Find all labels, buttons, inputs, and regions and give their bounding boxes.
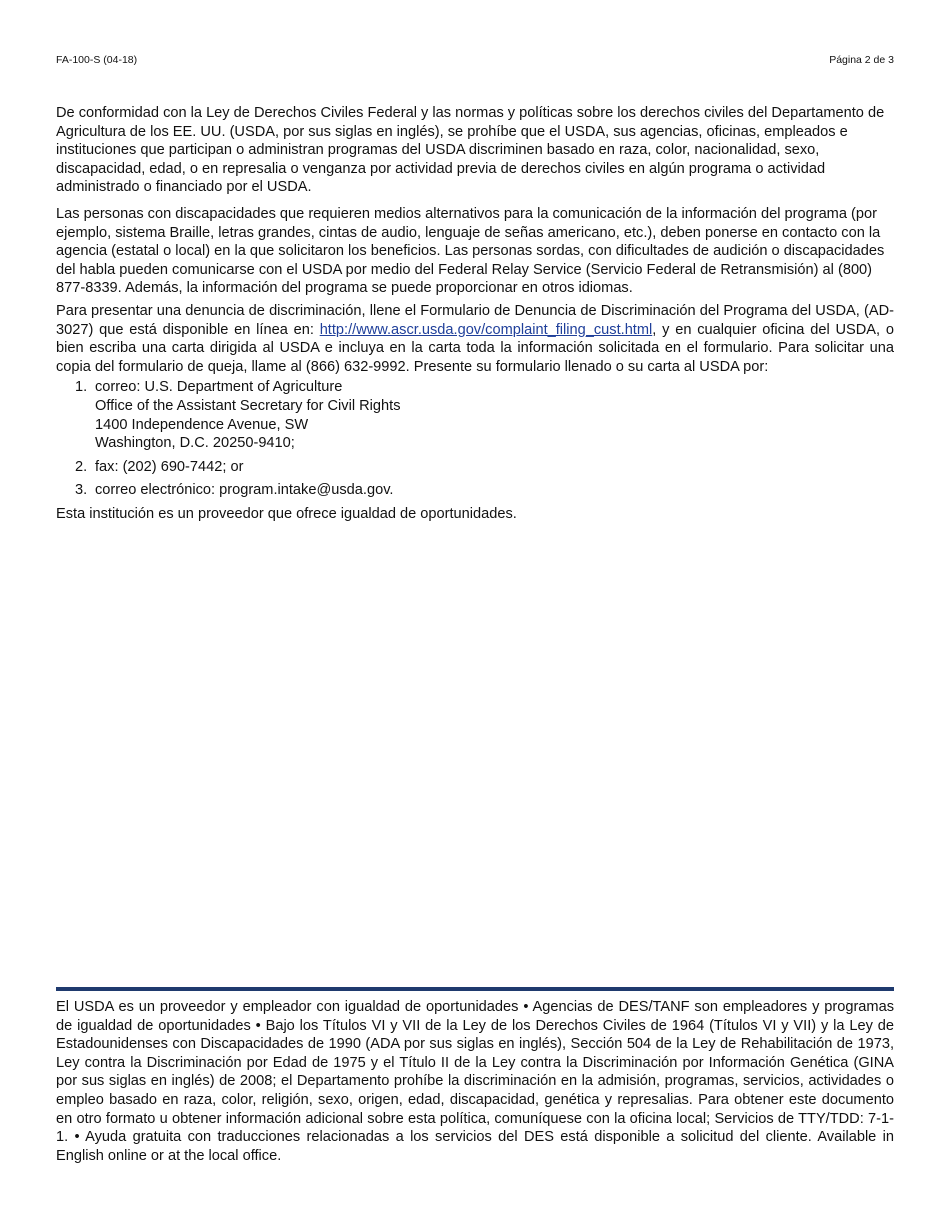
complaint-text-after: , y en cualquier oficina del USDA, o bien escriba una carta dirigida al USDA e incluya en la carta toda la información solicitada en el formulario. Para solicitar una copia del formulario de queja, llame al (866) 632-9992. Presente su formulario llenado o su carta al USDA por: bbox=[56, 321, 894, 375]
list-item-line: 1400 Independence Avenue, SW bbox=[95, 416, 309, 433]
page-number: Página 2 de 3 bbox=[829, 54, 894, 66]
civil-rights-paragraph: De conformidad con la Ley de Derechos Civiles Federal y las normas y políticas sobre los derechos civiles del Departamento de Agricultura de los EE. UU. (USDA, por sus siglas en inglés), se prohíbe que el USDA, sus agencias, oficinas, empleados e instituciones que participan o administran programas del USDA discriminen basado en raza, color, nacionalidad, sexo, discapacidad, edad, o en represalia o venganza por actividad previa de derechos civiles en algún programa o actividad administrado o financiado por el USDA. bbox=[56, 105, 885, 196]
document-body bbox=[56, 104, 894, 523]
submission-methods-list bbox=[56, 378, 894, 500]
list-item-line: correo electrónico: program.intake@usda.gov. bbox=[95, 482, 394, 499]
list-item-line: Office of the Assistant Secretary for Civil Rights bbox=[95, 397, 401, 414]
list-item-line: fax: (202) 690-7442; or bbox=[95, 458, 244, 475]
complaint-paragraph bbox=[56, 302, 894, 376]
page-header bbox=[56, 53, 894, 67]
complaint-text-before: Para presentar una denuncia de discriminación, llene el Formulario de Denuncia de Discriminación del Programa del USDA, (AD-3027) que está disponible en línea en: bbox=[56, 302, 894, 338]
list-item-line: correo: U.S. Department of Agriculture bbox=[95, 379, 343, 396]
footer-divider bbox=[56, 987, 894, 991]
footer-text: El USDA es un proveedor y empleador con igualdad de oportunidades • Agencias de DES/TANF son empleadores y programas de igualdad de oportunidades • Bajo los Títulos VI y VII de la Ley de los Derechos Civiles de 1964 (Títulos VI y VII) y la Ley de Estadounidenses con Discapacidades de 1990 (ADA por sus siglas en inglés), Sección 504 de la Ley de Rehabilitación de 1973, Ley contra la Discriminación por Edad de 1975 y el Título II de la Ley contra la Discriminación por Información Genética (GINA por sus siglas en inglés) de 2008; el Departamento prohíbe la discriminación en la admisión, programas, servicios, actividades o empleo basado en raza, color, religión, sexo, origen, edad, discapacidad, genética y represalias. Para obtener este documento en otro formato u obtener información adicional sobre esta política, comuníquese con la oficina local; Servicios de TTY/TDD: 7-1-1. • Ayuda gratuita con traducciones relacionadas a los servicios del DES está disponible a solicitud del cliente. Available in English online or at the local office. bbox=[56, 999, 894, 1164]
list-item bbox=[56, 458, 894, 477]
page-footer bbox=[56, 998, 894, 1165]
list-item-number: 2. bbox=[75, 458, 88, 475]
list-item bbox=[56, 378, 894, 452]
list-item-line: Washington, D.C. 20250-9410; bbox=[95, 435, 295, 452]
complaint-form-link[interactable]: http://www.ascr.usda.gov/complaint_filing_cust.html bbox=[319, 321, 653, 338]
list-item bbox=[56, 481, 894, 500]
form-code: FA-100-S (04-18) bbox=[56, 54, 138, 66]
list-item-number: 3. bbox=[75, 482, 88, 499]
disabilities-paragraph: Las personas con discapacidades que requieren medios alternativos para la comunicación de la información del programa (por ejemplo, sistema Braille, letras grandes, cintas de audio, lenguaje de señas americano, etc.), deben ponerse en contacto con la agencia (estatal o local) en la que solicitaron los beneficios. Las personas sordas, con dificultades de audición o discapacidades del habla pueden comunicarse con el USDA por medio del Federal Relay Service (Servicio Federal de Retransmisión) al (800) 877-8339. Además, la información del programa se puede proporcionar en otros idiomas. bbox=[56, 205, 885, 297]
equal-opportunity-statement: Esta institución es un proveedor que ofrece igualdad de oportunidades. bbox=[56, 505, 517, 522]
list-item-number: 1. bbox=[75, 379, 88, 396]
